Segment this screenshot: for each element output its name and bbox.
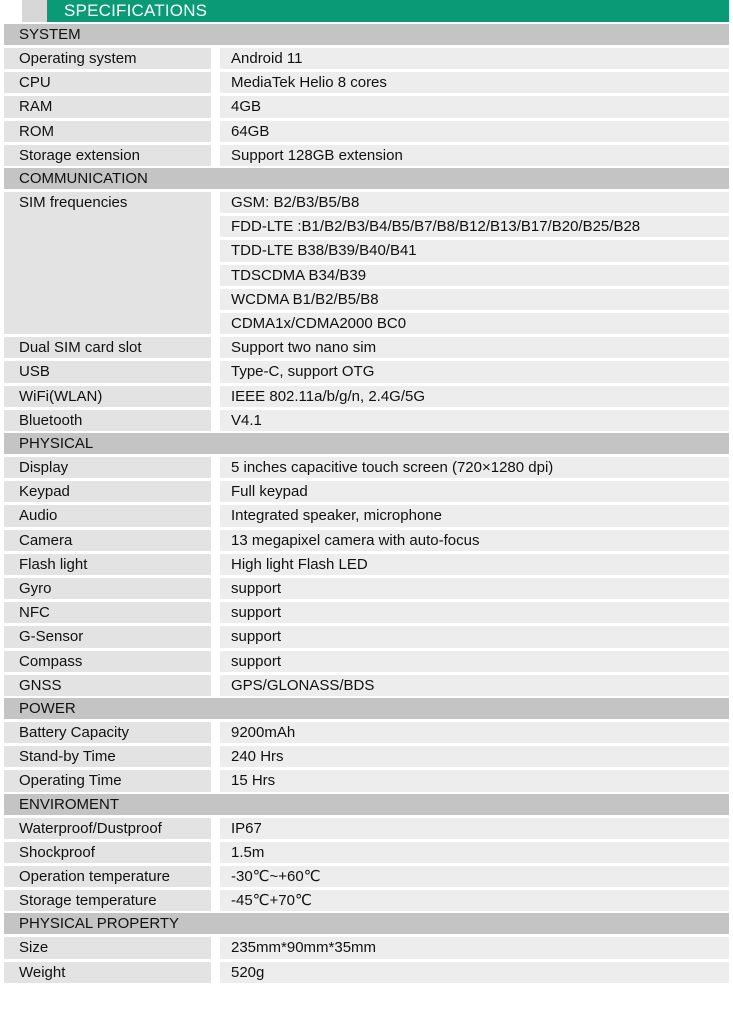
spec-value: support [220, 602, 729, 623]
spec-value: -45℃+70℃ [220, 890, 729, 911]
spec-row [4, 530, 729, 551]
banner-tab [22, 0, 47, 22]
spec-row [4, 722, 729, 743]
spec-value: support [220, 626, 729, 647]
spec-value: 520g [220, 962, 729, 983]
section-header: PHYSICAL PROPERTY [4, 913, 729, 934]
spec-row [4, 192, 729, 334]
spec-values [220, 578, 729, 599]
spec-label: Waterproof/Dustproof [4, 818, 211, 839]
spec-row [4, 145, 729, 166]
spec-label: Operating Time [4, 770, 211, 791]
spec-value: Support two nano sim [220, 337, 729, 358]
spec-label: Keypad [4, 481, 211, 502]
spec-value: support [220, 651, 729, 672]
spec-label: Storage temperature [4, 890, 211, 911]
spec-row [4, 651, 729, 672]
spec-values [220, 675, 729, 696]
spec-values [220, 337, 729, 358]
spec-values [220, 505, 729, 526]
spec-value: 64GB [220, 121, 729, 142]
spec-value: Full keypad [220, 481, 729, 502]
spec-label: Shockproof [4, 842, 211, 863]
spec-row [4, 505, 729, 526]
spec-value: GSM: B2/B3/B5/B8 [220, 192, 729, 213]
spec-values [220, 361, 729, 382]
spec-row [4, 96, 729, 117]
spec-label: Camera [4, 530, 211, 551]
spec-values [220, 481, 729, 502]
spec-row [4, 386, 729, 407]
spec-row [4, 72, 729, 93]
section-header: POWER [4, 698, 729, 719]
section-header: SYSTEM [4, 24, 729, 45]
spec-value: 1.5m [220, 842, 729, 863]
spec-value: IP67 [220, 818, 729, 839]
spec-value: TDSCDMA B34/B39 [220, 265, 729, 286]
spec-label: Flash light [4, 554, 211, 575]
spec-value: -30℃~+60℃ [220, 866, 729, 887]
spec-table [0, 24, 733, 983]
spec-values [220, 937, 729, 958]
spec-values [220, 651, 729, 672]
spec-row [4, 746, 729, 767]
spec-label: ROM [4, 121, 211, 142]
spec-label: Operation temperature [4, 866, 211, 887]
spec-row [4, 121, 729, 142]
spec-value: GPS/GLONASS/BDS [220, 675, 729, 696]
spec-values [220, 842, 729, 863]
spec-values [220, 386, 729, 407]
spec-value: V4.1 [220, 410, 729, 431]
spec-label: RAM [4, 96, 211, 117]
spec-label: Operating system [4, 48, 211, 69]
spec-values [220, 890, 729, 911]
spec-label: Display [4, 457, 211, 478]
spec-values [220, 626, 729, 647]
section-header: ENVIROMENT [4, 794, 729, 815]
spec-label: WiFi(WLAN) [4, 386, 211, 407]
spec-row [4, 410, 729, 431]
spec-row [4, 890, 729, 911]
spec-row [4, 937, 729, 958]
spec-row [4, 770, 729, 791]
spec-values [220, 818, 729, 839]
section-header: COMMUNICATION [4, 168, 729, 189]
spec-value: Type-C, support OTG [220, 361, 729, 382]
section-header: PHYSICAL [4, 433, 729, 454]
spec-values [220, 866, 729, 887]
spec-label: Bluetooth [4, 410, 211, 431]
spec-banner [0, 0, 733, 22]
spec-values [220, 457, 729, 478]
spec-value: FDD-LTE :B1/B2/B3/B4/B5/B7/B8/B12/B13/B17/B20/B25/B28 [220, 216, 729, 237]
spec-values [220, 770, 729, 791]
spec-label: Storage extension [4, 145, 211, 166]
spec-values [220, 72, 729, 93]
spec-value: High light Flash LED [220, 554, 729, 575]
spec-row [4, 578, 729, 599]
spec-label: SIM frequencies [4, 192, 211, 334]
spec-values [220, 121, 729, 142]
spec-label: Audio [4, 505, 211, 526]
spec-row [4, 554, 729, 575]
spec-values [220, 96, 729, 117]
spec-row [4, 818, 729, 839]
spec-values [220, 602, 729, 623]
spec-values [220, 746, 729, 767]
spec-row [4, 962, 729, 983]
page-title: SPECIFICATIONS [47, 0, 729, 22]
spec-values [220, 192, 729, 334]
spec-row [4, 457, 729, 478]
spec-value: 9200mAh [220, 722, 729, 743]
spec-value: 15 Hrs [220, 770, 729, 791]
spec-row [4, 481, 729, 502]
spec-label: Size [4, 937, 211, 958]
spec-label: Weight [4, 962, 211, 983]
spec-values [220, 410, 729, 431]
spec-row [4, 842, 729, 863]
spec-row [4, 675, 729, 696]
spec-row [4, 866, 729, 887]
spec-label: Dual SIM card slot [4, 337, 211, 358]
spec-label: Battery Capacity [4, 722, 211, 743]
spec-value: TDD-LTE B38/B39/B40/B41 [220, 240, 729, 261]
spec-values [220, 48, 729, 69]
spec-values [220, 962, 729, 983]
spec-label: Compass [4, 651, 211, 672]
spec-row [4, 48, 729, 69]
spec-value: MediaTek Helio 8 cores [220, 72, 729, 93]
spec-value: support [220, 578, 729, 599]
spec-row [4, 361, 729, 382]
spec-label: CPU [4, 72, 211, 93]
spec-row [4, 337, 729, 358]
spec-value: Integrated speaker, microphone [220, 505, 729, 526]
spec-value: Android 11 [220, 48, 729, 69]
spec-label: USB [4, 361, 211, 382]
spec-value: 240 Hrs [220, 746, 729, 767]
spec-label: Gyro [4, 578, 211, 599]
spec-values [220, 554, 729, 575]
spec-value: Support 128GB extension [220, 145, 729, 166]
spec-label: G-Sensor [4, 626, 211, 647]
spec-value: WCDMA B1/B2/B5/B8 [220, 289, 729, 310]
spec-value: 235mm*90mm*35mm [220, 937, 729, 958]
spec-value: 13 megapixel camera with auto-focus [220, 530, 729, 551]
spec-label: NFC [4, 602, 211, 623]
spec-value: IEEE 802.11a/b/g/n, 2.4G/5G [220, 386, 729, 407]
spec-value: 4GB [220, 96, 729, 117]
spec-row [4, 626, 729, 647]
spec-value: CDMA1x/CDMA2000 BC0 [220, 313, 729, 334]
spec-label: Stand-by Time [4, 746, 211, 767]
spec-row [4, 602, 729, 623]
spec-values [220, 530, 729, 551]
spec-label: GNSS [4, 675, 211, 696]
spec-value: 5 inches capacitive touch screen (720×1280 dpi) [220, 457, 729, 478]
spec-values [220, 722, 729, 743]
spec-values [220, 145, 729, 166]
